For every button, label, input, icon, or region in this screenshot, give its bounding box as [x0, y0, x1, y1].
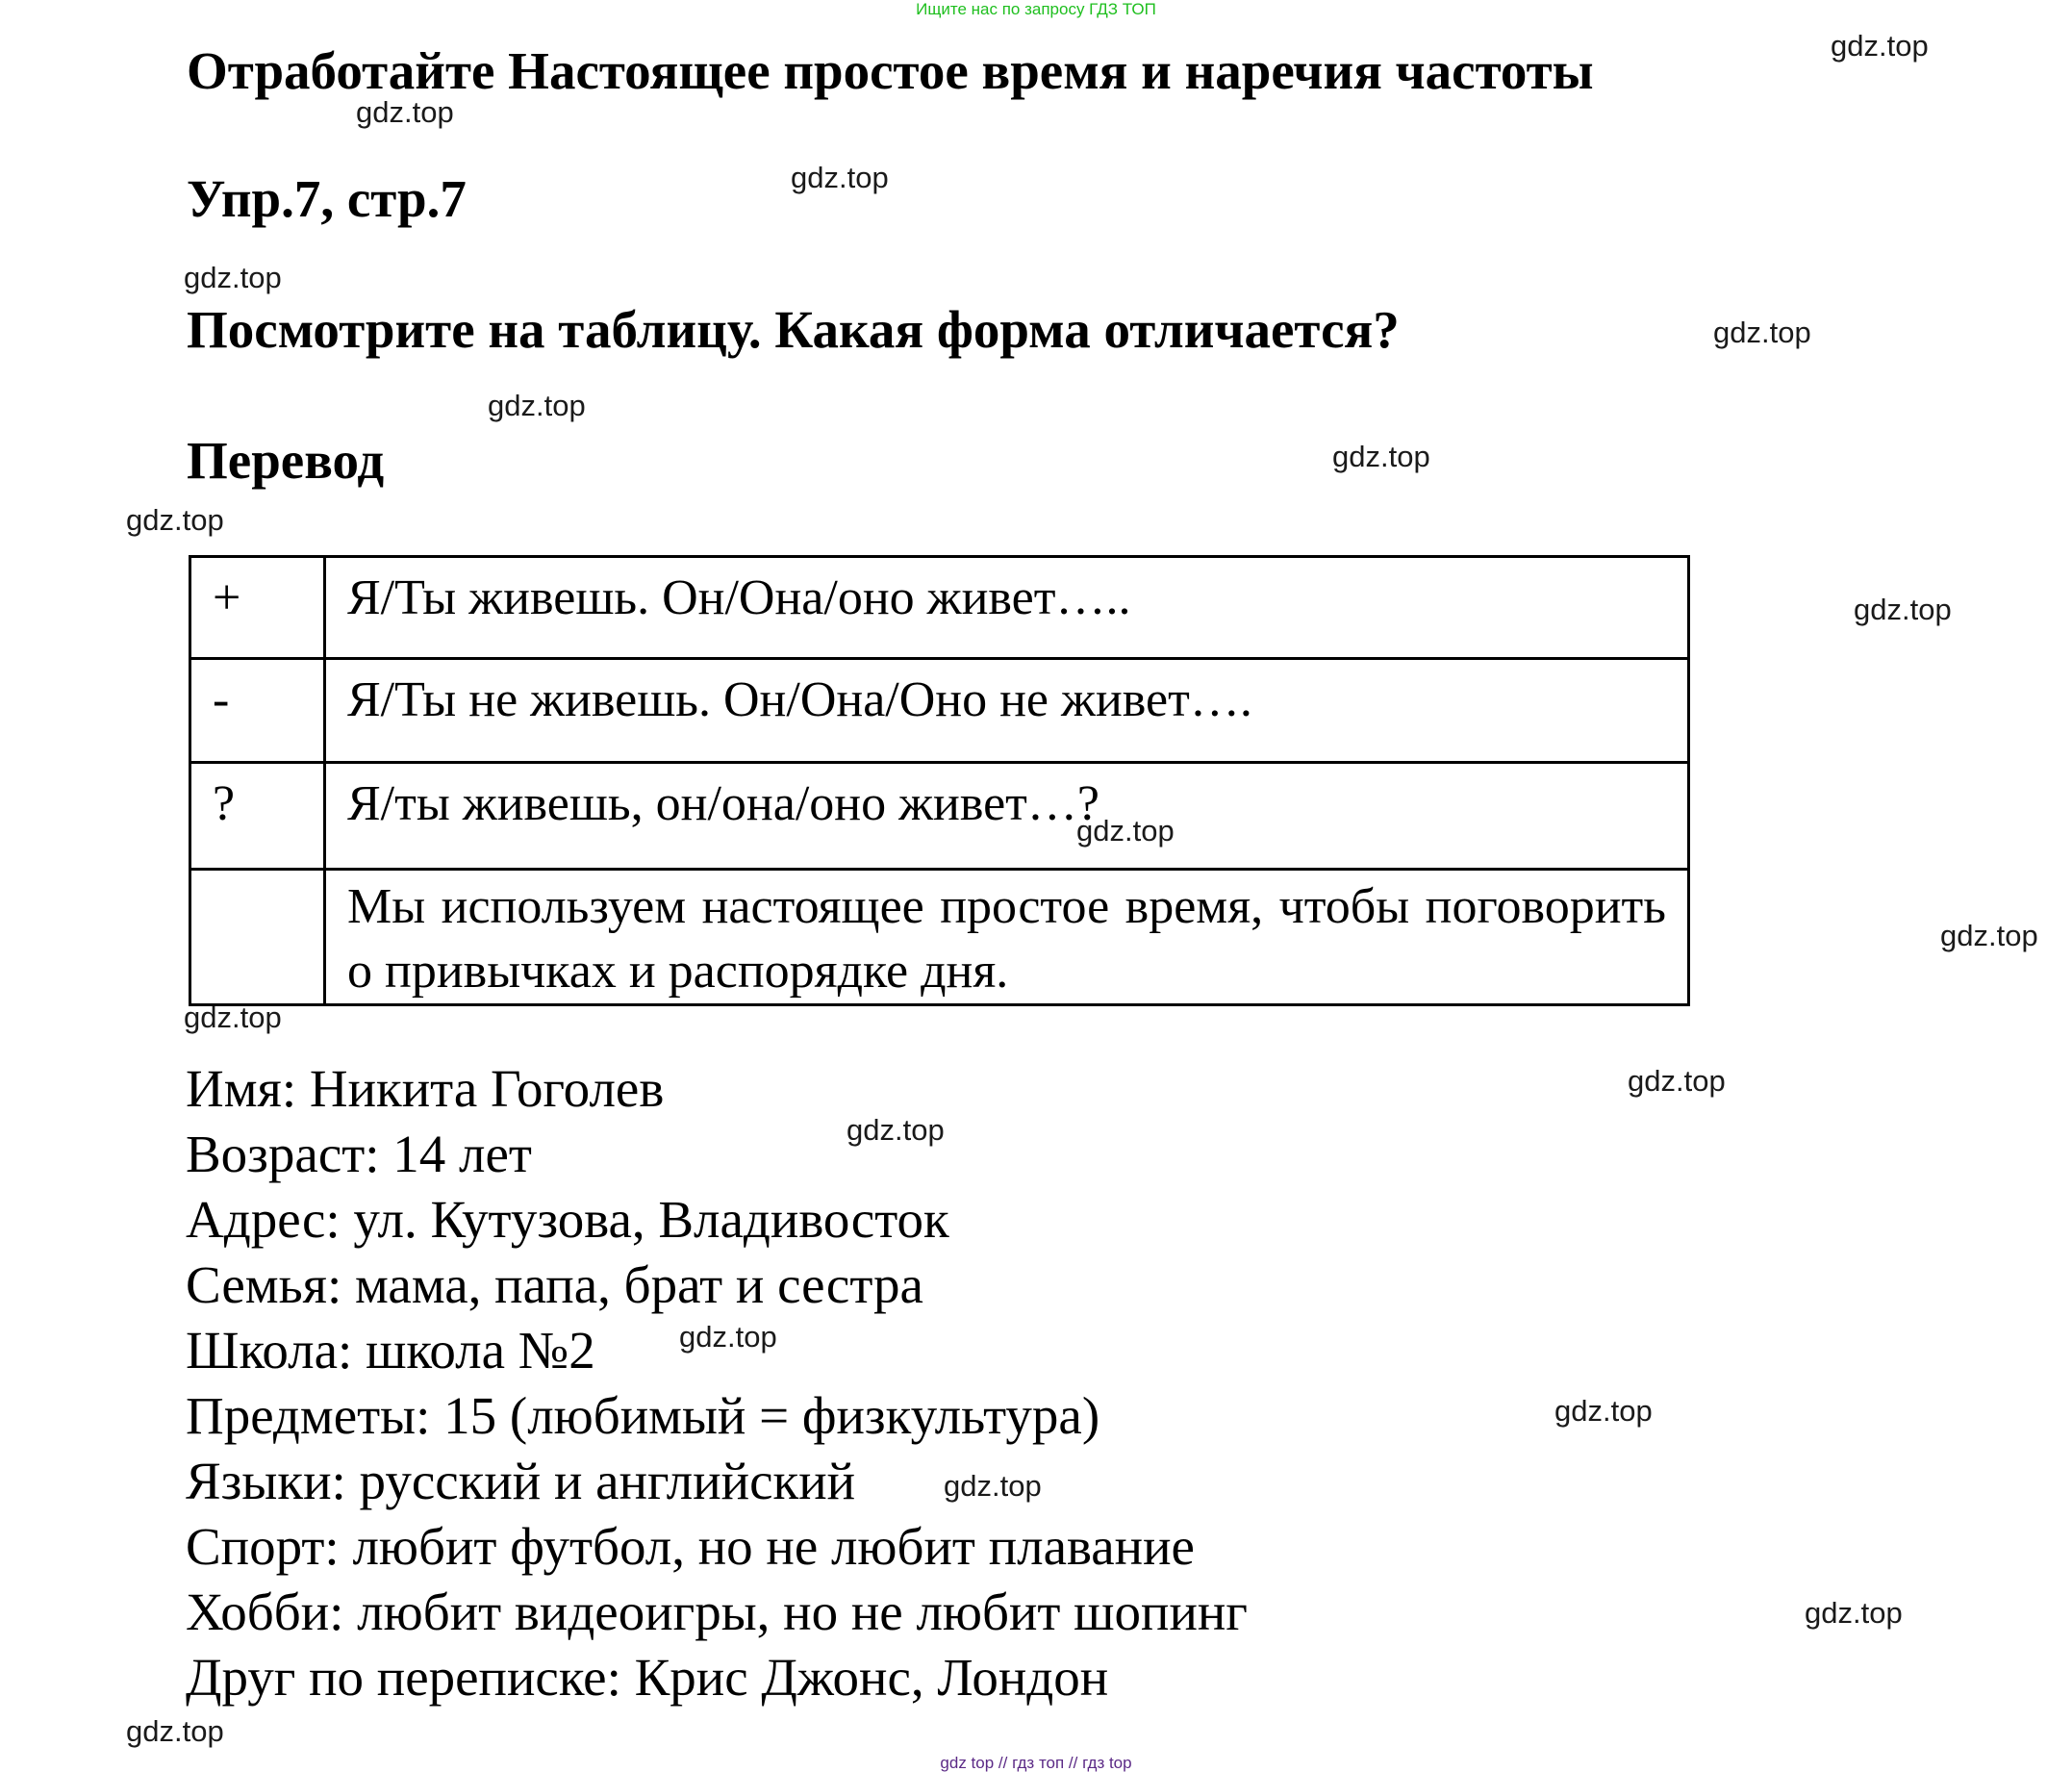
profile-card: [186, 1056, 1248, 1710]
profile-address: Адрес: ул. Кутузова, Владивосток: [186, 1190, 949, 1249]
watermark: gdz.top: [356, 95, 454, 129]
watermark: gdz.top: [1805, 1596, 1903, 1630]
top-banner[interactable]: Ищите нас по запросу ГДЗ ТОП: [916, 0, 1156, 18]
usage-note: Мы используем настоящее простое время, чтобы поговорить о привычках и распорядке дня.: [325, 870, 1689, 1005]
profile-languages: Языки: русский и английский: [186, 1452, 856, 1510]
footer-links[interactable]: gdz top // гдз топ // гдз top: [940, 1754, 1132, 1772]
watermark: gdz.top: [1628, 1064, 1726, 1098]
watermark: gdz.top: [126, 503, 224, 537]
profile-age: Возраст: 14 лет: [186, 1125, 532, 1183]
exercise-heading: Упр.7, стр.7: [187, 169, 467, 228]
profile-sport: Спорт: любит футбол, но не любит плавание: [186, 1517, 1195, 1576]
watermark: gdz.top: [846, 1113, 945, 1147]
page-title: Отработайте Настоящее простое время и наречия частоты: [187, 41, 1594, 100]
profile-hobbies: Хобби: любит видеоигры, но не любит шопинг: [186, 1582, 1248, 1641]
form-symbol: -: [190, 659, 325, 763]
watermark: gdz.top: [488, 389, 586, 422]
watermark: gdz.top: [1076, 814, 1175, 848]
form-sentence: Я/Ты не живешь. Он/Она/Оно не живет….: [325, 659, 1689, 763]
watermark: gdz.top: [184, 1000, 282, 1034]
table-row: [190, 763, 1689, 870]
table-row: [190, 557, 1689, 659]
task-heading: Посмотрите на таблицу. Какая форма отличается?: [187, 300, 1400, 359]
watermark: gdz.top: [1940, 919, 2038, 952]
profile-name: Имя: Никита Гоголев: [186, 1059, 665, 1118]
watermark: gdz.top: [126, 1714, 224, 1748]
table-row: [190, 870, 1689, 1005]
profile-school: Школа: школа №2: [186, 1321, 595, 1380]
grammar-table: [189, 555, 1690, 1006]
profile-subjects: Предметы: 15 (любимый = физкультура): [186, 1386, 1100, 1445]
watermark: gdz.top: [1854, 593, 1952, 626]
watermark: gdz.top: [1713, 316, 1811, 349]
profile-penfriend: Друг по переписке: Крис Джонс, Лондон: [186, 1648, 1109, 1707]
form-sentence: Я/ты живешь, он/она/оно живет…?: [325, 763, 1689, 870]
watermark: gdz.top: [791, 161, 889, 194]
table-row: [190, 659, 1689, 763]
watermark: gdz.top: [679, 1320, 777, 1354]
profile-family: Семья: мама, папа, брат и сестра: [186, 1255, 923, 1314]
form-symbol: [190, 870, 325, 1005]
watermark: gdz.top: [184, 261, 282, 294]
form-sentence: Я/Ты живешь. Он/Она/оно живет…..: [325, 557, 1689, 659]
watermark: gdz.top: [1831, 29, 1929, 63]
watermark: gdz.top: [1332, 440, 1430, 473]
form-symbol: +: [190, 557, 325, 659]
form-symbol: ?: [190, 763, 325, 870]
watermark: gdz.top: [944, 1469, 1042, 1503]
watermark: gdz.top: [1554, 1394, 1653, 1428]
translation-heading: Перевод: [187, 431, 385, 490]
